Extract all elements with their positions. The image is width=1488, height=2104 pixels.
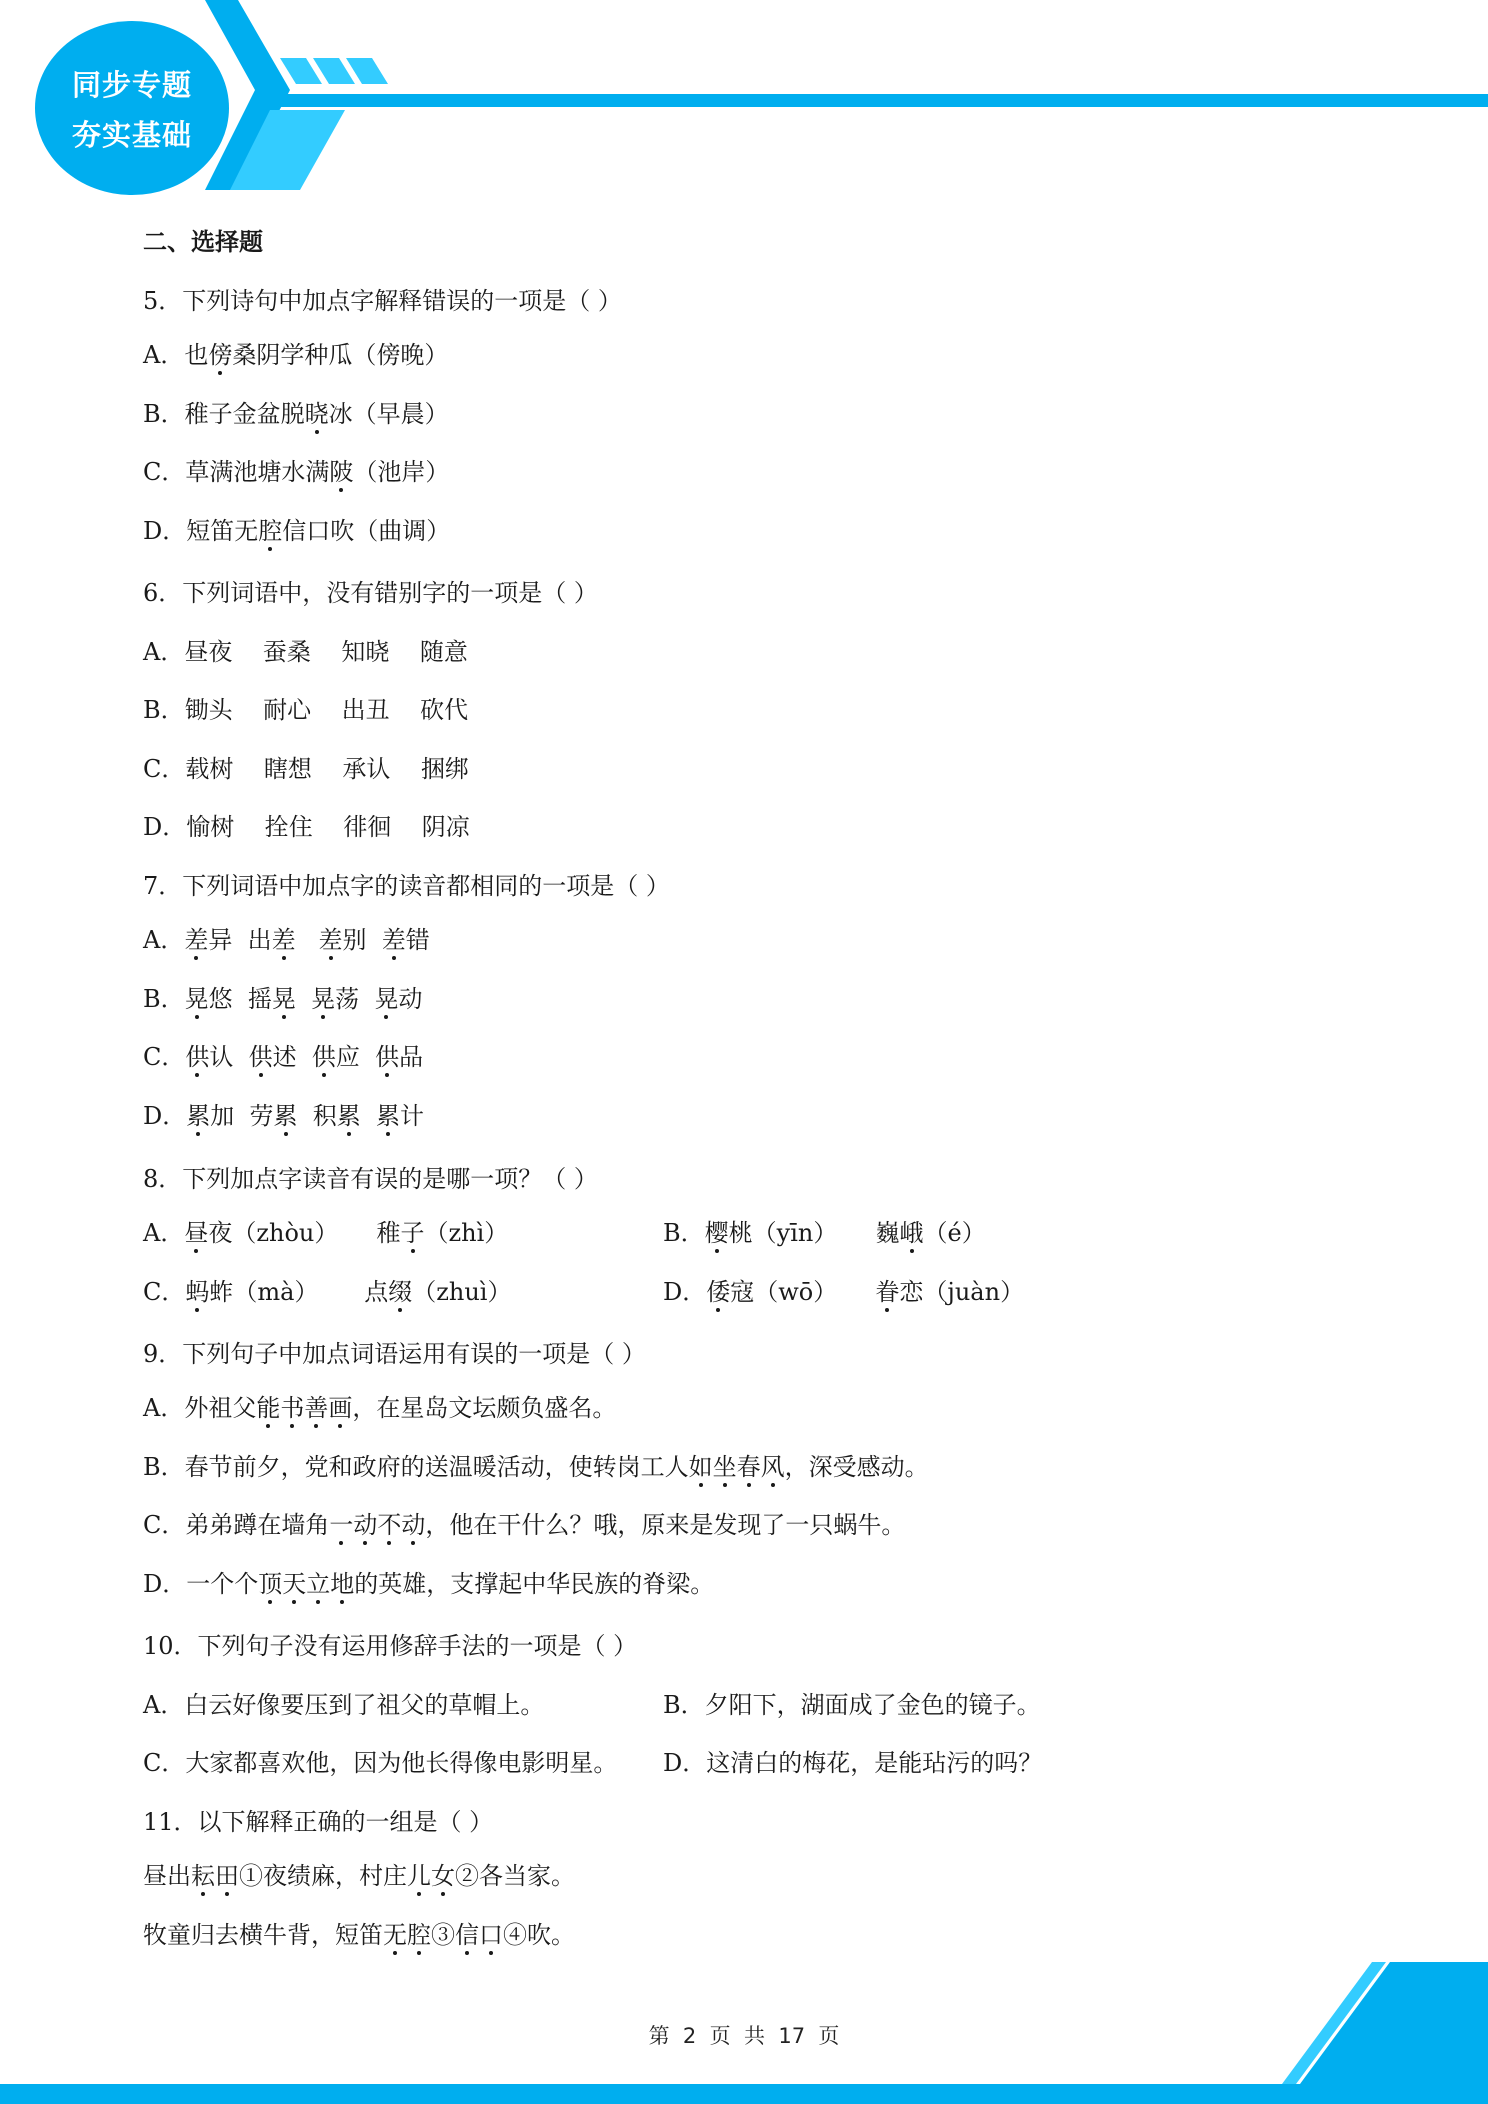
dotted-char: 樱 (704, 1219, 729, 1247)
dotted-char: 一 (329, 1511, 354, 1539)
dotted-char: 动 (401, 1511, 426, 1539)
question-7-stem: 7．下列词语中加点字的读音都相同的一项是（ ） (143, 872, 670, 900)
question-9-option-c: C．弟弟蹲在墙角一动不动，他在干什么？哦，原来是发现了一只蜗牛。 (143, 1511, 906, 1539)
dotted-char: 供 (185, 1043, 210, 1071)
dotted-char: 倭 (706, 1278, 731, 1306)
dotted-char: 动 (353, 1511, 378, 1539)
dotted-char: 供 (248, 1043, 273, 1071)
question-7-option-a: A．差异 出差 差别 差错 (143, 926, 430, 954)
dotted-char: 儿 (407, 1862, 431, 1890)
question-10-row-2 (143, 1745, 1393, 1781)
dotted-char: 如 (688, 1453, 713, 1481)
badge-line-2: 夯实基础 (71, 118, 192, 152)
dotted-char: 晃 (374, 985, 399, 1013)
dotted-char: 田 (215, 1862, 239, 1890)
dotted-char: 累 (376, 1102, 401, 1130)
dotted-char: 无 (383, 1921, 407, 1949)
dotted-char: 顶 (258, 1570, 283, 1598)
dotted-char: 差 (271, 926, 296, 954)
dotted-char: 能 (256, 1394, 281, 1422)
question-9-option-a: A．外祖父能书善画，在星岛文坛颇负盛名。 (143, 1394, 617, 1422)
question-8-row-1 (143, 1215, 1393, 1251)
question-8-stem: 8．下列加点字读音有误的是哪一项？（ ） (143, 1165, 598, 1193)
question-6-stem: 6．下列词语中，没有错别字的一项是（ ） (143, 579, 598, 607)
dotted-char: 信 (455, 1921, 479, 1949)
dotted-char: 口 (479, 1921, 503, 1949)
dotted-char: 累 (336, 1102, 361, 1130)
question-8-option-b: B．樱桃（yīn） 巍峨（é） (663, 1219, 986, 1247)
dotted-char: 春 (736, 1453, 761, 1481)
dotted-char: 累 (273, 1102, 298, 1130)
dotted-char: 晃 (184, 985, 209, 1013)
question-5-option-a: A．也傍桑阴学种瓜（傍晚） (143, 341, 449, 369)
dotted-char: 傍 (208, 341, 233, 369)
dotted-char: 差 (184, 926, 209, 954)
question-6-option-d: D．愉树 拴住 徘徊 阴凉 (143, 813, 470, 841)
dotted-char: 晃 (271, 985, 296, 1013)
dotted-char: 天 (282, 1570, 307, 1598)
dotted-char: 耘 (191, 1862, 215, 1890)
question-5-option-d: D．短笛无腔信口吹（曲调） (143, 517, 451, 545)
question-8-option-c: C．蚂蚱（mà） 点缀（zhuì） (143, 1278, 512, 1306)
question-6-option-a: A．昼夜 蚕桑 知晓 随意 (143, 638, 468, 666)
question-10-option-a: A．白云好像要压到了祖父的草帽上。 (143, 1691, 545, 1719)
dotted-char: 蚂 (185, 1278, 210, 1306)
dotted-char: 子 (400, 1219, 425, 1247)
dotted-char: 风 (760, 1453, 785, 1481)
footer-bar (0, 2084, 1488, 2104)
dotted-char: 累 (186, 1102, 211, 1130)
dotted-char: 女 (431, 1862, 455, 1890)
question-7-option-d: D．累加 劳累 积累 累计 (143, 1102, 425, 1130)
dotted-char: 立 (306, 1570, 331, 1598)
dotted-char: 缀 (388, 1278, 413, 1306)
badge-line-1: 同步专题 (71, 68, 192, 102)
dotted-char: 晃 (311, 985, 336, 1013)
section-title: 二、选择题 (143, 228, 263, 256)
dotted-char: 供 (311, 1043, 336, 1071)
footer-banner (0, 1954, 1488, 2104)
dotted-char: 书 (280, 1394, 305, 1422)
question-10-option-b: B．夕阳下，湖面成了金色的镜子。 (663, 1691, 1041, 1719)
dotted-char: 供 (375, 1043, 400, 1071)
question-9-option-b: B．春节前夕，党和政府的送温暖活动，使转岗工人如坐春风，深受感动。 (143, 1453, 929, 1481)
dotted-char: 昼 (184, 1219, 209, 1247)
dotted-char: 差 (318, 926, 343, 954)
header-badge (37, 25, 227, 195)
question-9-stem: 9．下列句子中加点词语运用有误的一项是（ ） (143, 1340, 646, 1368)
question-5-stem: 5．下列诗句中加点字解释错误的一项是（ ） (143, 287, 622, 315)
question-10-stem: 10．下列句子没有运用修辞手法的一项是（ ） (143, 1632, 638, 1660)
question-11-poem-line-1: 昼出耘田①夜绩麻，村庄儿女②各当家。 (143, 1862, 575, 1890)
dotted-char: 腔 (407, 1921, 431, 1949)
question-5-option-c: C．草满池塘水满陂（池岸） (143, 458, 450, 486)
question-8-option-d: D．倭寇（wō） 眷恋（juàn） (663, 1278, 1025, 1306)
dotted-char: 腔 (258, 517, 283, 545)
dotted-char: 善 (304, 1394, 329, 1422)
question-5-option-b: B．稚子金盆脱晓冰（早晨） (143, 400, 449, 428)
dotted-char: 陂 (329, 458, 354, 486)
dotted-char: 晓 (304, 400, 329, 428)
question-10-option-d: D．这清白的梅花，是能玷污的吗？ (663, 1749, 1043, 1777)
dotted-char: 坐 (712, 1453, 737, 1481)
question-10-option-c: C．大家都喜欢他，因为他长得像电影明星。 (143, 1749, 618, 1777)
question-11-stem: 11．以下解释正确的一组是（ ） (143, 1808, 494, 1836)
dotted-char: 地 (330, 1570, 355, 1598)
question-7-option-c: C．供认 供述 供应 供品 (143, 1043, 424, 1071)
dotted-char: 不 (377, 1511, 402, 1539)
question-11-poem-line-2: 牧童归去横牛背，短笛无腔③信口④吹。 (143, 1921, 575, 1949)
question-6-option-c: C．载树 瞎想 承认 捆绑 (143, 755, 469, 783)
question-8-option-a: A．昼夜（zhòu） 稚子（zhì） (143, 1219, 509, 1247)
header-bar (280, 94, 1488, 107)
dotted-char: 画 (328, 1394, 353, 1422)
question-7-option-b: B．晃悠 摇晃 晃荡 晃动 (143, 985, 423, 1013)
page-number: 第 2 页 共 17 页 (648, 2024, 840, 2048)
question-10-row-1 (143, 1687, 1393, 1723)
dotted-char: 眷 (875, 1278, 900, 1306)
question-9-option-d: D．一个个顶天立地的英雄，支撑起中华民族的脊梁。 (143, 1570, 715, 1598)
dotted-char: 差 (381, 926, 406, 954)
dotted-char: 峨 (899, 1219, 924, 1247)
question-6-option-b: B．锄头 耐心 出丑 砍代 (143, 696, 469, 724)
question-8-row-2 (143, 1274, 1393, 1310)
